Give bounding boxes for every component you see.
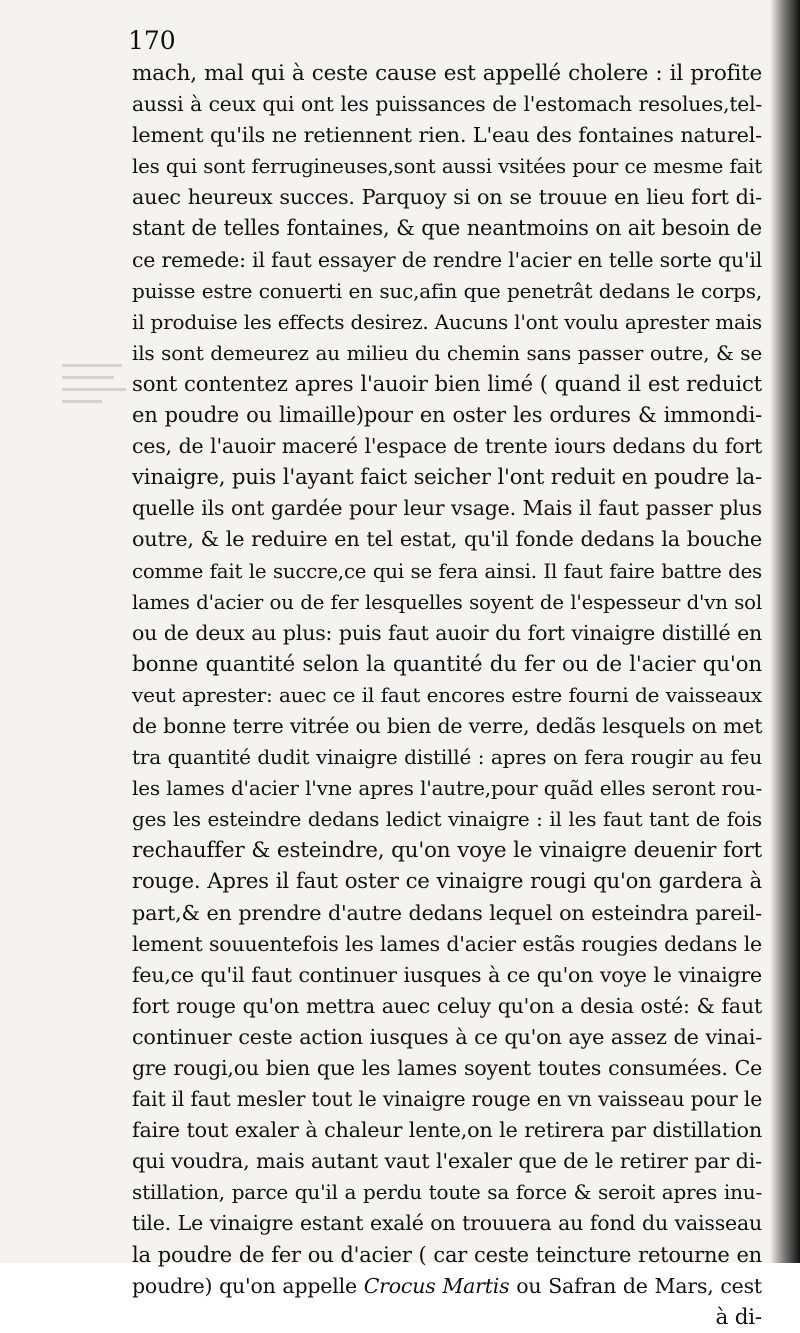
body-text bbox=[132, 58, 762, 1333]
text-line: auec heureux succes. Parquoy si on se trouue en lieu fort di- bbox=[132, 185, 762, 210]
text-line: feu,ce qu'il faut continuer iusques à ce qu'on voye le vinaigre bbox=[132, 962, 762, 987]
text-line: outre, & le reduire en tel estat, qu'il fonde dedans la bouche bbox=[132, 527, 762, 552]
text-line: vinaigre, puis l'ayant faict seicher l'ont reduit en poudre la- bbox=[132, 465, 762, 491]
text-line: ou de deux au plus: puis faut auoir du fort vinaigre distillé en bbox=[132, 620, 762, 645]
text-line: en poudre ou limaille)pour en oster les ordures & immondi- bbox=[132, 403, 762, 428]
text-line: quelle ils ont gardée pour leur vsage. Mais il faut passer plus bbox=[132, 496, 762, 521]
text-line: tra quantité dudit vinaigre distillé : apres on fera rougir au feu bbox=[132, 745, 762, 770]
text-line: ges les esteindre dedans ledict vinaigre : il les faut tant de fois bbox=[132, 807, 762, 832]
text-line: mach, mal qui à ceste cause est appellé cholere : il profite bbox=[132, 61, 762, 86]
italic-term: Crocus Martis bbox=[363, 1273, 510, 1298]
text-line-last bbox=[132, 1271, 762, 1302]
text-line: stillation, parce qu'il a perdu toute sa force & seroit apres inu- bbox=[132, 1180, 762, 1205]
catchword: à di- bbox=[715, 1304, 762, 1330]
text-line: sont contentez apres l'auoir bien limé ( quand il est reduict bbox=[132, 371, 762, 397]
text-line: rouge. Apres il faut oster ce vinaigre rougi qu'on gardera à bbox=[132, 869, 762, 895]
page-number: 170 bbox=[128, 26, 176, 55]
text-line: comme fait le succre,ce qui se fera ainsi. Il faut faire battre des bbox=[132, 559, 762, 583]
text-line: ces, de l'auoir maceré l'espace de trente iours dedans du fort bbox=[132, 434, 762, 459]
text-line: aussi à ceux qui ont les puissances de l'estomach resolues,tel- bbox=[132, 92, 762, 117]
text-line: stant de telles fontaines, & que neantmoins on ait besoin de bbox=[132, 216, 762, 241]
text-segment: ou Safran de Mars, cest bbox=[509, 1273, 762, 1298]
text-line: les lames d'acier l'vne apres l'autre,pour quãd elles seront rou- bbox=[132, 776, 762, 801]
text-line: part,& en prendre d'autre dedans lequel on esteindra pareil- bbox=[132, 900, 762, 925]
text-line: continuer ceste action iusques à ce qu'on aye assez de vinai- bbox=[132, 1024, 762, 1049]
text-line: ils sont demeurez au milieu du chemin sans passer outre, & se bbox=[132, 340, 762, 365]
text-line: lames d'acier ou de fer lesquelles soyent de l'espesseur d'vn sol bbox=[132, 590, 762, 614]
text-line: fort rouge qu'on mettra auec celuy qu'on a desia osté: & faut bbox=[132, 993, 762, 1018]
binding-gutter bbox=[770, 0, 800, 1263]
text-line: puisse estre conuerti en suc,afin que penetrât dedans le corps, bbox=[132, 278, 762, 303]
text-line: il produise les effects desirez. Aucuns l'ont voulu aprester mais bbox=[132, 309, 762, 334]
text-line: lement souuentefois les lames d'acier estãs rougies dedans le bbox=[132, 931, 762, 956]
text-line: lement qu'ils ne retiennent rien. L'eau des fontaines naturel- bbox=[132, 123, 762, 148]
text-line: de bonne terre vitrée ou bien de verre, dedãs lesquels on met bbox=[132, 713, 763, 738]
bleed-through-marks bbox=[62, 355, 132, 435]
text-line: la poudre de fer ou d'acier ( car ceste teincture retourne en bbox=[132, 1242, 762, 1267]
text-line: les qui sont ferrugineuses,sont aussi vsitées pour ce mesme fait bbox=[132, 155, 762, 179]
text-line: rechauffer & esteindre, qu'on voye le vinaigre deuenir fort bbox=[132, 838, 762, 864]
text-line: veut aprester: auec ce il faut encores estre fourni de vaisseaux bbox=[132, 682, 762, 707]
text-line: ce remede: il faut essayer de rendre l'acier en telle sorte qu'il bbox=[132, 247, 763, 272]
text-line: gre rougi,ou bien que les lames soyent toutes consumées. Ce bbox=[132, 1056, 762, 1080]
text-line: fait il faut mesler tout le vinaigre rouge en vn vaisseau pour le bbox=[132, 1087, 762, 1112]
text-line: qui voudra, mais autant vaut l'exaler que de le retirer par di- bbox=[132, 1149, 762, 1174]
text-line: tile. Le vinaigre estant exalé on trouuera au fond du vaisseau bbox=[132, 1211, 762, 1236]
text-line: faire tout exaler à chaleur lente,on le retirera par distillation bbox=[132, 1118, 762, 1143]
text-line: bonne quantité selon la quantité du fer ou de l'acier qu'on bbox=[132, 651, 762, 677]
text-segment: poudre) qu'on appelle bbox=[132, 1273, 364, 1298]
